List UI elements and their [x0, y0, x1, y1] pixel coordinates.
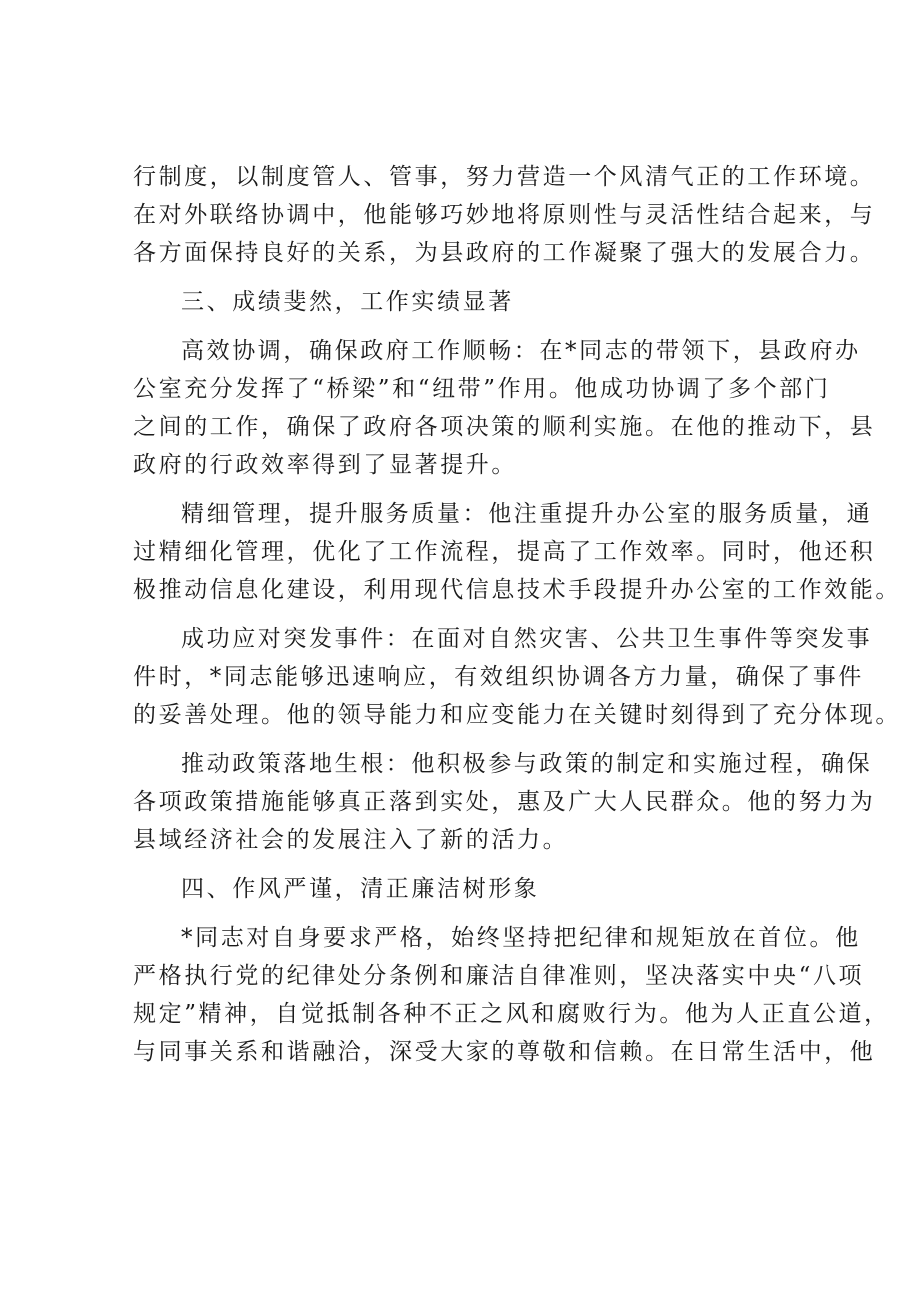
paragraph-emergency-response — [133, 620, 901, 734]
paragraph-work-environment — [133, 158, 876, 272]
paragraph-policy-implementation — [133, 745, 876, 859]
text-line: 过精细化管理，优化了工作流程，提高了工作效率。同时，他还积 — [133, 539, 876, 565]
text-line: 与同事关系和谐融洽，深受大家的尊敬和信赖。在日常生活中，他 — [133, 1039, 876, 1065]
paragraph-discipline — [133, 919, 890, 1071]
text-line: 行制度，以制度管人、管事，努力营造一个风清气正的工作环境。 — [133, 164, 876, 190]
text-line: 公室充分发挥了“桥梁”和“纽带”作用。他成功协调了多个部门 — [133, 376, 831, 402]
text-line: 各项政策措施能够真正落到实处，惠及广大人民群众。他的努力为 — [133, 789, 876, 815]
text-line: 推动政策落地生根：他积极参与政策的制定和实施过程，确保 — [181, 751, 873, 777]
text-line: *同志对自身要求严格，始终坚持把纪律和规矩放在首位。他 — [181, 925, 861, 951]
text-line: 件时，*同志能够迅速响应，有效组织协调各方力量，确保了事件 — [133, 664, 864, 690]
document-body — [133, 158, 901, 1082]
text-line: 成功应对突发事件：在面对自然灾害、公共卫生事件等突发事 — [181, 626, 873, 652]
text-line: 严格执行党的纪律处分条例和廉洁自律准则，坚决落实中央“八项 — [133, 963, 865, 989]
text-line: 高效协调，确保政府工作顺畅：在*同志的带领下，县政府办 — [181, 338, 861, 364]
text-line: 县域经济社会的发展注入了新的活力。 — [133, 827, 569, 853]
text-line: 各方面保持良好的关系，为县政府的工作凝聚了强大的发展合力。 — [133, 240, 876, 266]
text-line: 之间的工作，确保了政府各项决策的顺利实施。在他的推动下，县 — [133, 414, 876, 440]
text-line: 政府的行政效率得到了显著提升。 — [133, 452, 517, 478]
paragraph-fine-management — [133, 495, 901, 609]
section-heading-4 — [133, 870, 803, 908]
text-line: 精细管理，提升服务质量：他注重提升办公室的服务质量，通 — [181, 501, 873, 527]
heading-text: 四、作风严谨，清正廉洁树形象 — [181, 876, 540, 902]
paragraph-coordination — [133, 332, 876, 484]
text-line: 极推动信息化建设，利用现代信息技术手段提升办公室的工作效能。 — [133, 577, 901, 603]
heading-text: 三、成绩斐然，工作实绩显著 — [181, 289, 514, 315]
section-heading-3 — [133, 283, 803, 321]
text-line: 的妥善处理。他的领导能力和应变能力在关键时刻得到了充分体现。 — [133, 702, 901, 728]
text-line: 在对外联络协调中，他能够巧妙地将原则性与灵活性结合起来，与 — [133, 202, 876, 228]
text-line: 规定”精神，自觉抵制各种不正之风和腐败行为。他为人正直公道， — [133, 1001, 890, 1027]
